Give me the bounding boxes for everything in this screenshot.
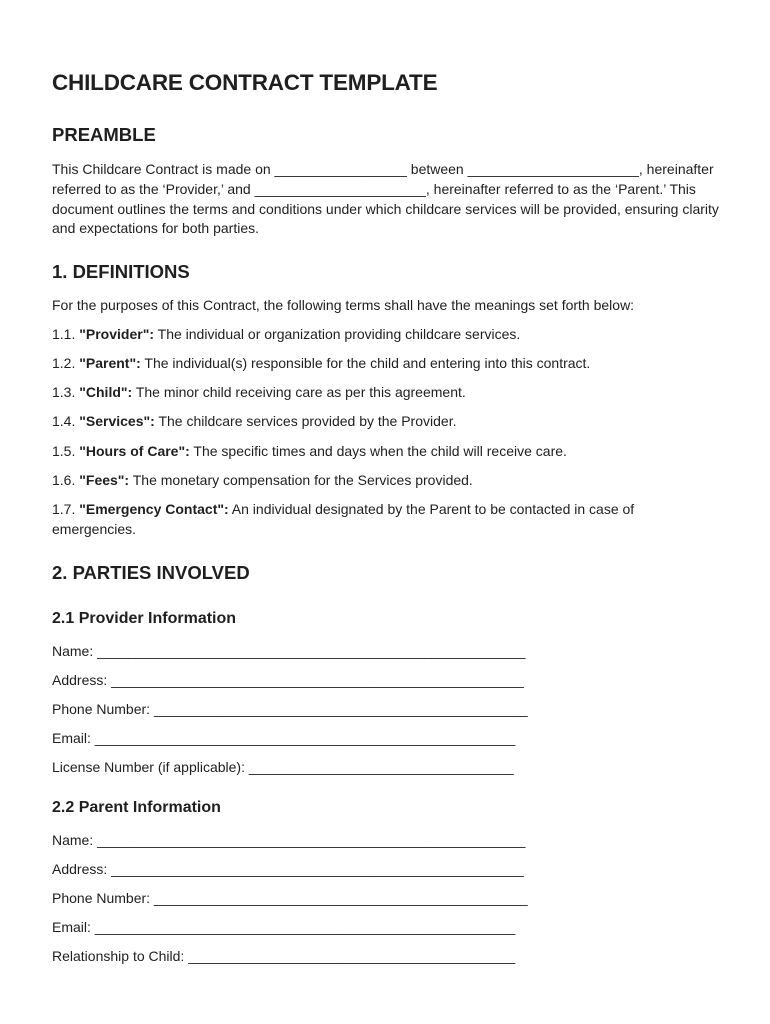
field-label: Phone Number:	[52, 890, 151, 906]
definition-item	[52, 442, 720, 462]
definition-term: "Parent":	[79, 355, 141, 371]
definition-text: The childcare services provided by the Provider.	[158, 413, 457, 429]
field-label: Name:	[52, 832, 94, 848]
definition-term: "Provider":	[79, 326, 154, 342]
provider-info-heading: 2.1 Provider Information	[52, 610, 237, 627]
field-blank[interactable]: __________________________________	[248, 759, 514, 775]
definition-item	[52, 383, 720, 403]
field-label: Relationship to Child:	[52, 948, 185, 964]
provider-name-field	[52, 642, 525, 661]
definition-term: "Hours of Care":	[79, 443, 190, 459]
definition-item	[52, 471, 720, 491]
field-label: Email:	[52, 730, 91, 746]
field-blank[interactable]: __________________________________________	[188, 948, 516, 964]
field-label: Address:	[52, 861, 108, 877]
field-label: Phone Number:	[52, 701, 151, 717]
parent-name-field	[52, 831, 525, 850]
field-label: Address:	[52, 672, 108, 688]
parent-email-field	[52, 918, 515, 937]
preamble-heading: PREAMBLE	[52, 124, 156, 145]
definition-text: The individual(s) responsible for the child and entering into this contract.	[144, 355, 591, 371]
provider-email-field	[52, 729, 515, 748]
definition-item	[52, 412, 720, 432]
definition-term: "Emergency Contact":	[79, 501, 229, 517]
definition-number: 1.5.	[52, 443, 76, 459]
field-blank[interactable]: ________________________________________________	[153, 890, 528, 906]
definition-number: 1.4.	[52, 413, 76, 429]
definition-item	[52, 354, 720, 374]
document-title: CHILDCARE CONTRACT TEMPLATE	[52, 70, 438, 95]
definitions-intro: For the purposes of this Contract, the following terms shall have the meanings set forth below:	[52, 297, 635, 313]
parent-info-heading: 2.2 Parent Information	[52, 799, 221, 816]
parties-heading: 2. PARTIES INVOLVED	[52, 562, 250, 583]
field-label: Email:	[52, 919, 91, 935]
parent-relationship-field	[52, 947, 515, 966]
definition-item	[52, 325, 720, 345]
field-blank[interactable]: _______________________________________________________	[97, 832, 526, 848]
provider-license-field	[52, 758, 514, 777]
preamble-text: This Childcare Contract is made on _________________ between ______________________, hereinafter referred to as the ‘Provider,’ and ______________________, hereinafter referred to as the ‘Parent.’ This document outlines the terms and conditions under which childcare services will be provided, ensuring clarity and expectations for both parties.	[52, 161, 719, 237]
field-blank[interactable]: ________________________________________________	[153, 701, 528, 717]
definition-text: The specific times and days when the child will receive care.	[193, 443, 567, 459]
definition-number: 1.6.	[52, 472, 76, 488]
field-blank[interactable]: _____________________________________________________	[111, 861, 524, 877]
definition-term: "Fees":	[79, 472, 130, 488]
parent-phone-field	[52, 889, 528, 908]
definition-number: 1.2.	[52, 355, 76, 371]
definition-item	[52, 500, 720, 540]
field-blank[interactable]: ______________________________________________________	[94, 730, 516, 746]
definition-text: The minor child receiving care as per this agreement.	[135, 384, 466, 400]
parent-address-field	[52, 860, 524, 879]
field-blank[interactable]: _______________________________________________________	[97, 643, 526, 659]
definition-number: 1.3.	[52, 384, 76, 400]
provider-address-field	[52, 671, 524, 690]
definition-text: The monetary compensation for the Services provided.	[132, 472, 473, 488]
field-label: License Number (if applicable):	[52, 759, 245, 775]
definition-text: The individual or organization providing childcare services.	[157, 326, 521, 342]
field-blank[interactable]: _____________________________________________________	[111, 672, 524, 688]
provider-phone-field	[52, 700, 528, 719]
definition-term: "Services":	[79, 413, 155, 429]
definitions-heading: 1. DEFINITIONS	[52, 261, 190, 282]
definition-term: "Child":	[79, 384, 133, 400]
definition-number: 1.1.	[52, 326, 76, 342]
field-label: Name:	[52, 643, 94, 659]
field-blank[interactable]: ______________________________________________________	[94, 919, 516, 935]
definition-text: An individual designated by the Parent to be contacted in case of emergencies.	[52, 501, 635, 537]
definition-number: 1.7.	[52, 501, 76, 517]
